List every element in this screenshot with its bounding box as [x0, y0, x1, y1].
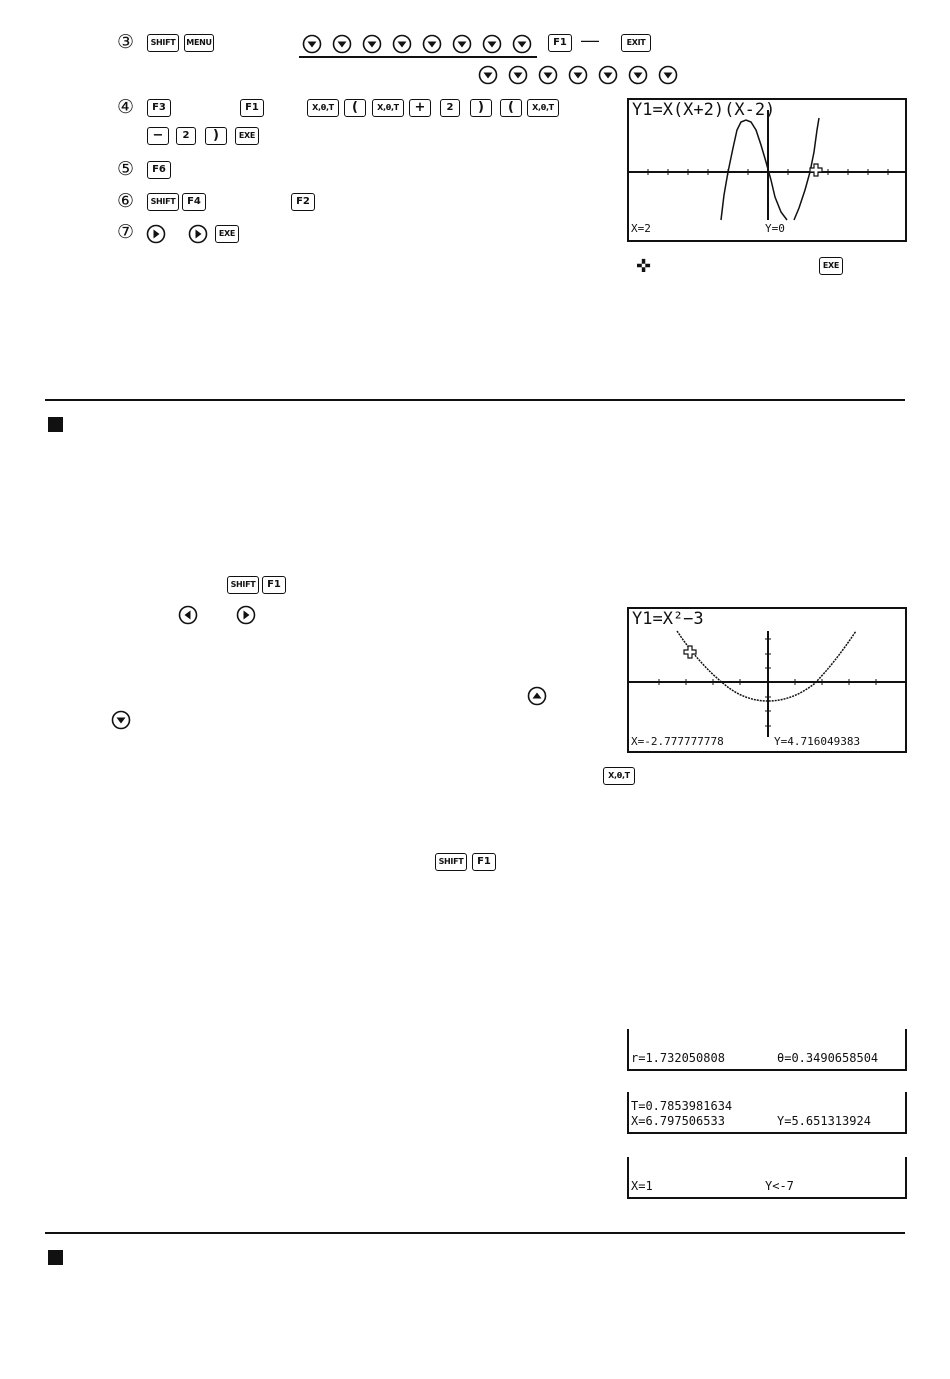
up-arrow-icon	[527, 686, 547, 706]
exe-key: EXE	[819, 257, 843, 275]
down-arrow-icon	[568, 65, 588, 85]
plus-key: +	[409, 99, 431, 117]
down-arrow-icon	[422, 34, 442, 54]
shift-key: SHIFT	[147, 34, 179, 52]
xthetat-key: X,θ,T	[372, 99, 404, 117]
xthetat-key: X,θ,T	[603, 767, 635, 785]
shift-key: SHIFT	[435, 853, 467, 871]
xthetat-key: X,θ,T	[527, 99, 559, 117]
left-paren-key: (	[344, 99, 366, 117]
right-arrow-icon	[236, 605, 256, 625]
exe-key: EXE	[235, 127, 259, 145]
exit-key: EXIT	[621, 34, 651, 52]
theta-readout: θ=0.3490658504	[777, 1051, 879, 1065]
parabola-function-label: Y1=X²−3	[632, 609, 704, 629]
shift-key: SHIFT	[147, 193, 179, 211]
left-paren-key: (	[500, 99, 522, 117]
cubic-y-readout: Y=0	[765, 222, 785, 235]
f1-key: F1	[240, 99, 264, 117]
down-arrow-icon	[628, 65, 648, 85]
down-arrow-icon	[392, 34, 412, 54]
cubic-function-label: Y1=X(X+2)(X-2)	[632, 100, 776, 120]
down-arrow-icon	[111, 710, 131, 730]
down-arrow-icon	[598, 65, 618, 85]
section-bullet-icon	[48, 1250, 63, 1265]
cubic-plot	[629, 100, 905, 240]
right-paren-key: )	[470, 99, 492, 117]
section-divider	[45, 1232, 905, 1234]
minus-key: −	[147, 127, 169, 145]
down-arrow-icon	[362, 34, 382, 54]
step-6-marker: ⑥	[117, 191, 135, 212]
f6-key: F6	[147, 161, 171, 179]
x-readout: X=6.797506533	[631, 1114, 725, 1128]
parabola-x-readout: X=-2.777777778	[631, 735, 724, 748]
step-3-marker: ③	[117, 32, 135, 53]
down-arrow-icon	[302, 34, 322, 54]
y-inequality-readout: Y<-7	[765, 1179, 794, 1193]
parabola-y-readout: Y=4.716049383	[774, 735, 861, 748]
down-arrow-icon	[332, 34, 352, 54]
step-7-marker: ⑦	[117, 222, 135, 243]
xthetat-key: X,θ,T	[307, 99, 339, 117]
right-arrow-icon	[146, 224, 166, 244]
right-arrow-icon	[188, 224, 208, 244]
right-paren-key: )	[205, 127, 227, 145]
polar-readout-strip	[627, 1029, 907, 1071]
parametric-readout-strip	[627, 1092, 907, 1134]
two-key: 2	[440, 99, 460, 117]
underline-rule	[299, 56, 537, 58]
dash-separator: —	[581, 30, 599, 50]
graph-screen-cubic	[627, 98, 907, 242]
down-arrow-icon	[478, 65, 498, 85]
x-value-readout: X=1	[631, 1179, 653, 1193]
cubic-x-readout: X=2	[631, 222, 651, 235]
step-4-marker: ④	[117, 97, 135, 118]
graph-screen-parabola	[627, 607, 907, 753]
t-readout: T=0.7853981634	[631, 1099, 733, 1113]
f4-key: F4	[182, 193, 206, 211]
two-key: 2	[176, 127, 196, 145]
left-arrow-icon	[178, 605, 198, 625]
inequality-readout-strip	[627, 1157, 907, 1199]
down-arrow-icon	[512, 34, 532, 54]
exe-key: EXE	[215, 225, 239, 243]
section-bullet-icon	[48, 417, 63, 432]
r-readout: r=1.732050808	[631, 1051, 725, 1065]
down-arrow-icon	[452, 34, 472, 54]
parabola-plot	[629, 609, 905, 751]
down-arrow-icon	[508, 65, 528, 85]
f1-key: F1	[548, 34, 572, 52]
shift-key: SHIFT	[227, 576, 259, 594]
f2-key: F2	[291, 193, 315, 211]
f3-key: F3	[147, 99, 171, 117]
down-arrow-icon	[658, 65, 678, 85]
y-readout: Y=5.651313924	[777, 1114, 871, 1128]
down-arrow-icon	[538, 65, 558, 85]
trace-cursor-icon: ✜	[636, 256, 652, 276]
f1-key: F1	[472, 853, 496, 871]
section-divider	[45, 399, 905, 401]
step-5-marker: ⑤	[117, 159, 135, 180]
f1-key: F1	[262, 576, 286, 594]
down-arrow-icon	[482, 34, 502, 54]
menu-key: MENU	[184, 34, 214, 52]
